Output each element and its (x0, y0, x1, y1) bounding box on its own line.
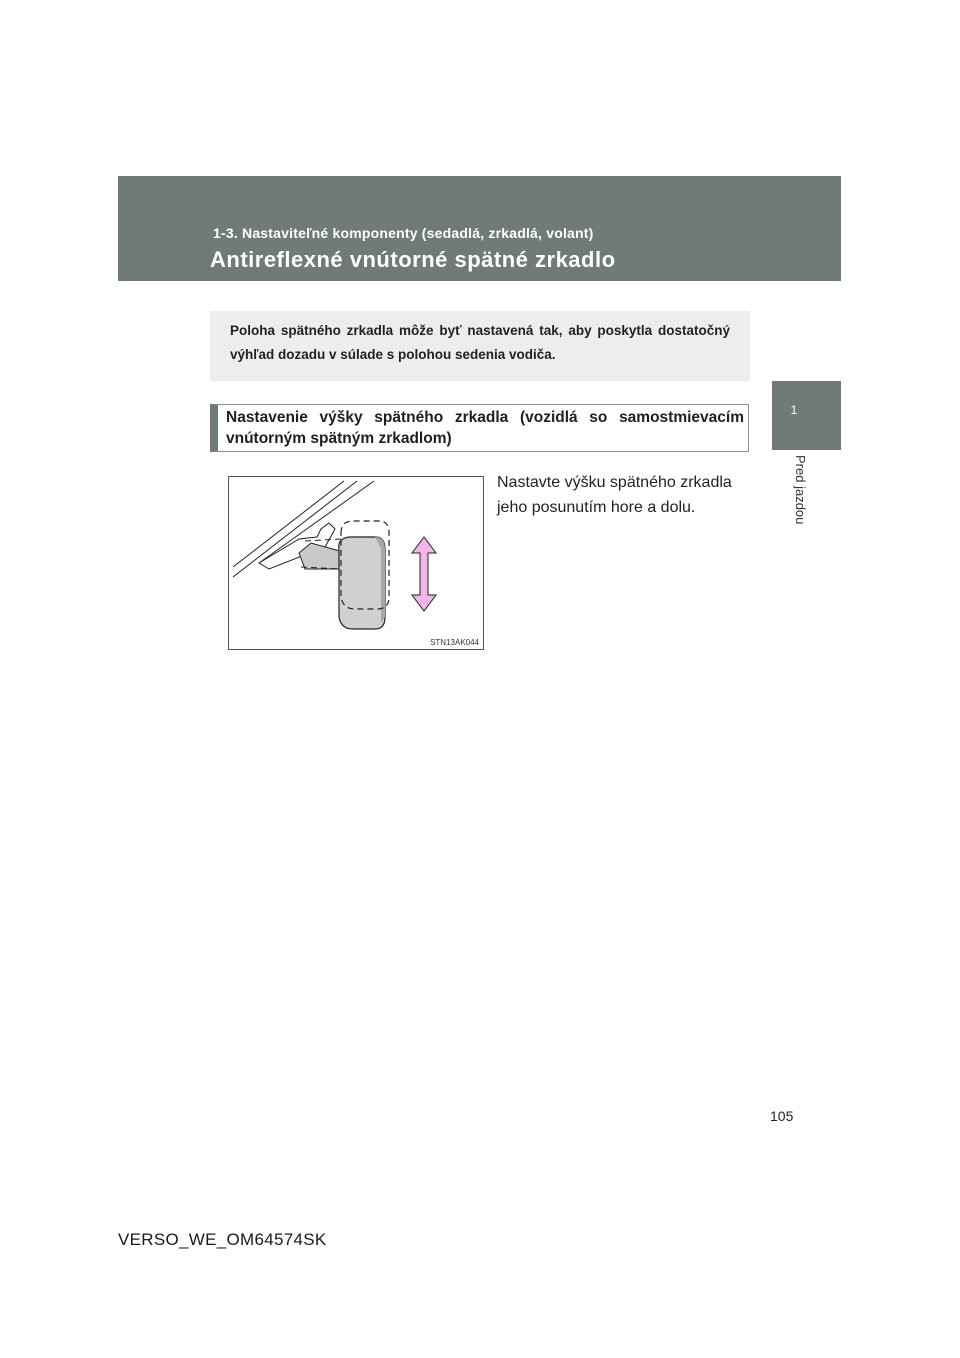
page-title: Antireflexné vnútorné spätné zrkadlo (210, 247, 616, 272)
chapter-side-label: Pred jazdou (793, 455, 808, 525)
body-text: Nastavte výšku spätného zrkadla jeho posunutím hore a dolu. (497, 474, 732, 516)
section-label: 1-3. Nastaviteľné komponenty (sedadlá, zrkadlá, volant) (213, 225, 594, 241)
subheading-text: Nastavenie výšky spätného zrkadla (vozidlá so samostmievacím vnútorným spätným zrkadlom) (226, 409, 744, 447)
page-number: 105 (770, 1108, 794, 1124)
document-code: VERSO_WE_OM64574SK (118, 1230, 327, 1249)
intro-box (210, 311, 750, 381)
mirror-drawing (229, 477, 483, 649)
intro-text: Poloha spätného zrkadla môže byť nastavená tak, aby poskytla dostatočný výhľad dozadu v súlade s polohou sedenia vodiča. (230, 323, 730, 362)
mirror-illustration (228, 476, 484, 650)
figure-code: STN13AK044 (430, 638, 479, 647)
chapter-tab-number: 1 (790, 403, 798, 417)
subheading-box (210, 404, 749, 452)
